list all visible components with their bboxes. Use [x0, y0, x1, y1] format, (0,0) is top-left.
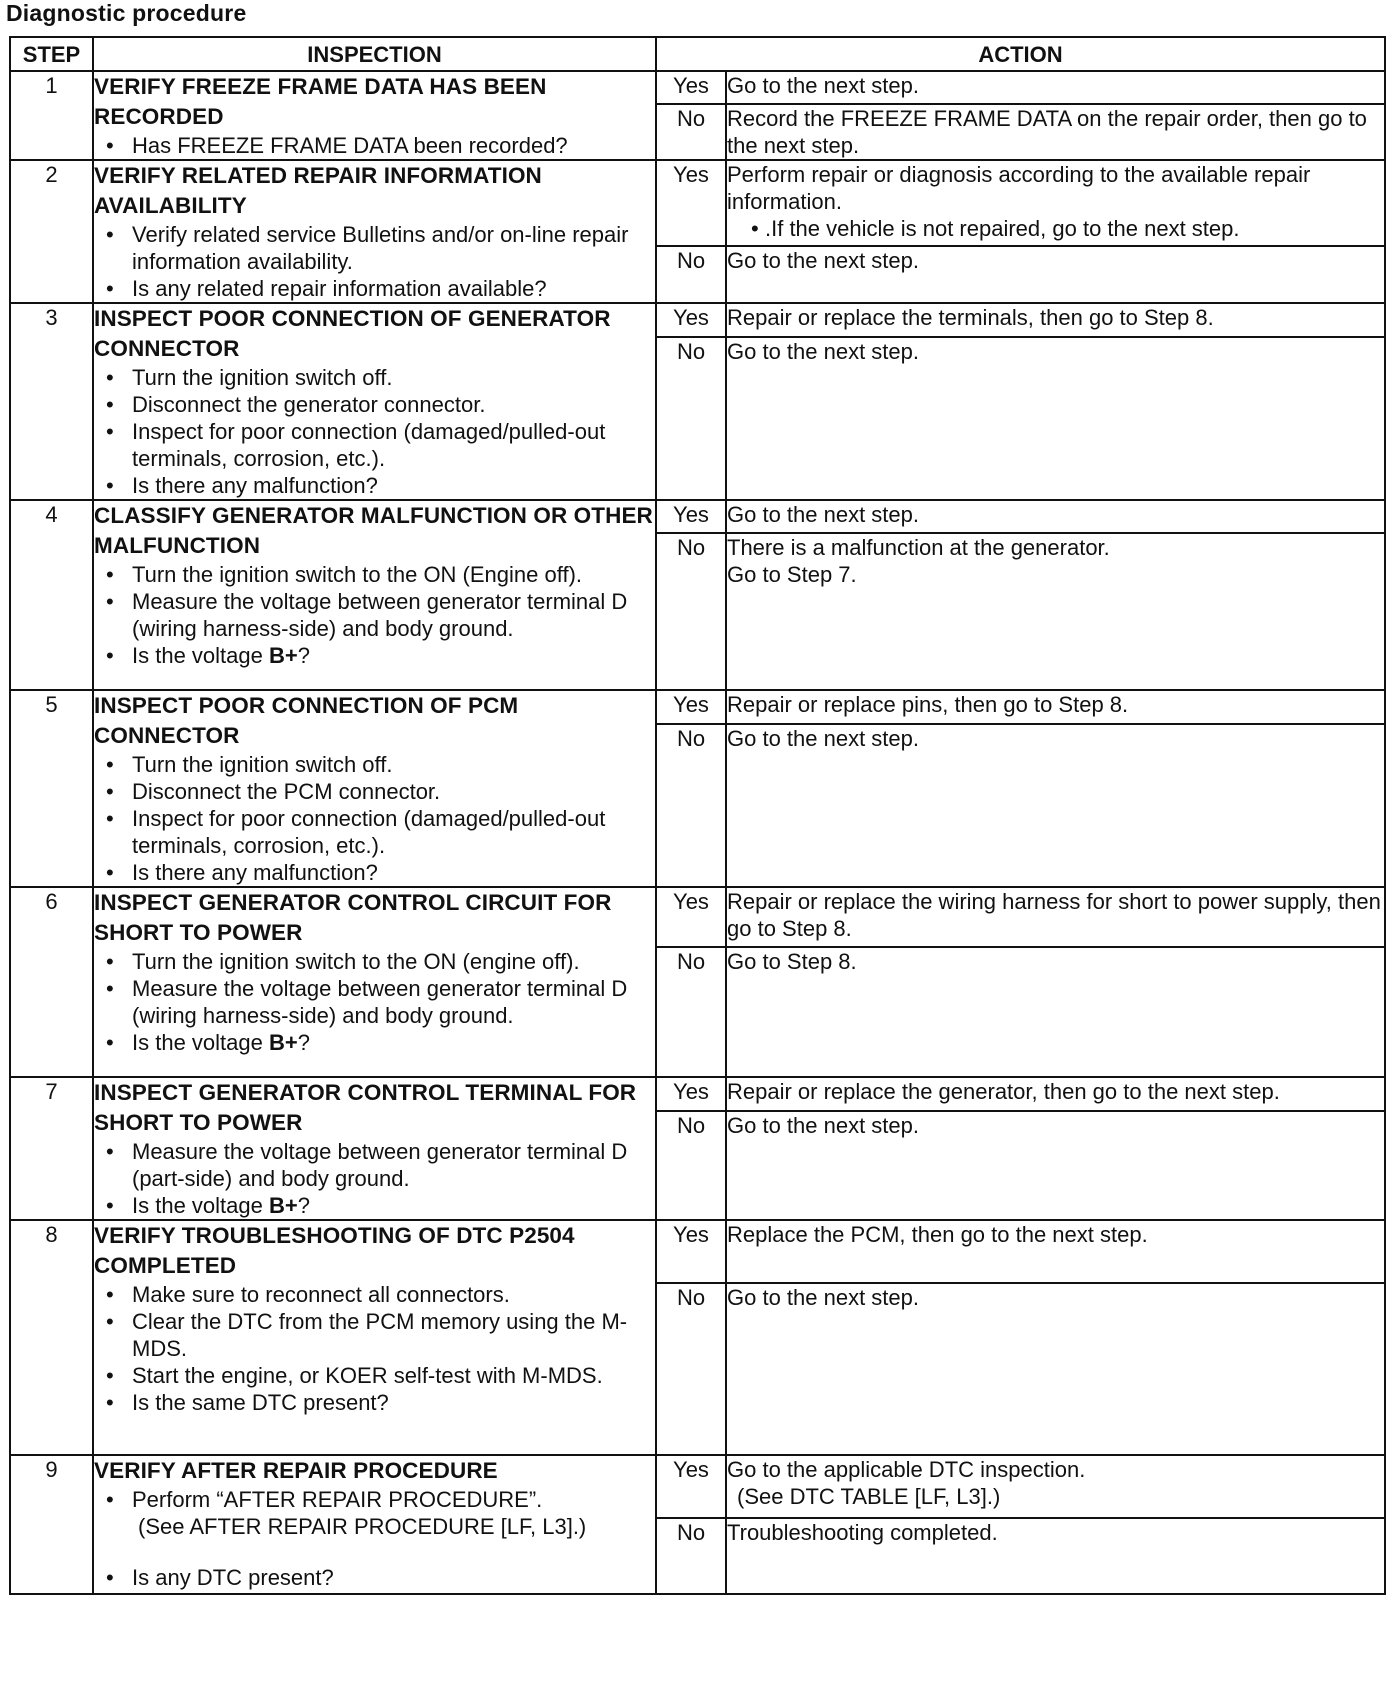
header-action: ACTION [656, 37, 1385, 71]
inspection-item: • Turn the ignition switch to the ON (engine off). [94, 948, 655, 975]
inspection-item: • Measure the voltage between generator terminal D (wiring harness-side) and body ground. [94, 588, 655, 642]
inspection-item: • Disconnect the generator connector. [94, 391, 655, 418]
inspection-item [94, 1486, 655, 1540]
yes-label: Yes [656, 690, 726, 724]
question-value: B+ [268, 1030, 298, 1055]
inspection-list [94, 751, 655, 886]
inspection-item: • Make sure to reconnect all connectors. [94, 1281, 655, 1308]
inspection-list [94, 364, 655, 499]
table-row [10, 71, 1385, 104]
yes-action: Perform repair or diagnosis according to the available repair information. [727, 162, 1311, 214]
inspection-list [94, 1281, 655, 1416]
yes-action-bullet: • .If the vehicle is not repaired, go to the next step. [727, 215, 1384, 242]
no-label: No [656, 104, 726, 160]
inspection-list [94, 948, 655, 1056]
no-action: There is a malfunction at the generator. [727, 535, 1110, 560]
inspection-cell [93, 1220, 656, 1455]
table-row [10, 887, 1385, 947]
inspection-item: • Measure the voltage between generator terminal D (part-side) and body ground. [94, 1138, 655, 1192]
yes-action: Repair or replace the terminals, then go to Step 8. [726, 303, 1385, 337]
no-action: Go to the next step. [726, 1111, 1385, 1220]
inspection-item: • Is any DTC present? [94, 1564, 655, 1591]
inspection-list [94, 1486, 655, 1591]
no-action-cell [726, 533, 1385, 690]
inspection-item: • Start the engine, or KOER self-test with M-MDS. [94, 1362, 655, 1389]
inspection-item: • Inspect for poor connection (damaged/pulled-out terminals, corrosion, etc.). [94, 418, 655, 472]
step-number: 1 [10, 71, 93, 160]
yes-label: Yes [656, 71, 726, 104]
inspection-list [94, 1138, 655, 1219]
yes-action-reference: (See DTC TABLE [LF, L3].) [737, 1484, 1001, 1509]
table-row [10, 303, 1385, 337]
no-label: No [656, 337, 726, 500]
inspection-cell [93, 71, 656, 160]
inspection-item: • Clear the DTC from the PCM memory using the M-MDS. [94, 1308, 655, 1362]
header-step: STEP [10, 37, 93, 71]
diagnostic-table [9, 36, 1386, 1595]
no-label: No [656, 1111, 726, 1220]
yes-action: Repair or replace the generator, then go to the next step. [726, 1077, 1385, 1111]
header-row [10, 37, 1385, 71]
inspection-question [94, 642, 655, 669]
page-title: Diagnostic procedure [6, 0, 247, 26]
inspection-title: VERIFY TROUBLESHOOTING OF DTC P2504 COMPLETED [94, 1223, 575, 1278]
no-action: Go to the next step. [726, 246, 1385, 303]
step-number: 2 [10, 160, 93, 303]
inspection-item: • Is any related repair information available? [94, 275, 655, 302]
yes-label: Yes [656, 1455, 726, 1518]
question-mark: ? [297, 1030, 310, 1055]
table-row [10, 160, 1385, 246]
step-number: 6 [10, 887, 93, 1077]
question-value: B+ [268, 1193, 298, 1218]
yes-action: Go to the next step. [726, 71, 1385, 104]
no-action-next: Go to Step 7. [727, 562, 857, 587]
inspection-title: VERIFY RELATED REPAIR INFORMATION AVAILABILITY [94, 163, 542, 218]
inspection-cell [93, 500, 656, 690]
yes-action: Go to the applicable DTC inspection. [727, 1457, 1086, 1482]
yes-action: Repair or replace the wiring harness for short to power supply, then go to Step 8. [726, 887, 1385, 947]
yes-label: Yes [656, 500, 726, 533]
yes-action-cell [726, 160, 1385, 246]
no-label: No [656, 246, 726, 303]
table-row [10, 690, 1385, 724]
no-label: No [656, 724, 726, 887]
inspection-cell [93, 1077, 656, 1220]
yes-action: Replace the PCM, then go to the next step. [726, 1220, 1385, 1283]
step-number: 7 [10, 1077, 93, 1220]
no-label: No [656, 1283, 726, 1455]
inspection-item: • Inspect for poor connection (damaged/pulled-out terminals, corrosion, etc.). [94, 805, 655, 859]
inspection-cell [93, 887, 656, 1077]
inspection-item: • Turn the ignition switch off. [94, 751, 655, 778]
inspection-cell [93, 160, 656, 303]
inspection-title: INSPECT POOR CONNECTION OF PCM CONNECTOR [94, 693, 519, 748]
inspection-title: VERIFY FREEZE FRAME DATA HAS BEEN RECORDED [94, 74, 547, 129]
yes-action: Repair or replace pins, then go to Step 8. [726, 690, 1385, 724]
no-action: Record the FREEZE FRAME DATA on the repair order, then go to the next step. [726, 104, 1385, 160]
no-action: Go to Step 8. [726, 947, 1385, 1077]
table-row [10, 1220, 1385, 1283]
inspection-item: • Is there any malfunction? [94, 472, 655, 499]
question-text: Is the voltage [132, 643, 269, 668]
inspection-item: • Measure the voltage between generator terminal D (wiring harness-side) and body ground. [94, 975, 655, 1029]
inspection-title: CLASSIFY GENERATOR MALFUNCTION OR OTHER MALFUNCTION [94, 503, 653, 558]
step-number: 8 [10, 1220, 93, 1455]
no-action: Go to the next step. [726, 337, 1385, 500]
inspection-item-text: Perform “AFTER REPAIR PROCEDURE”. [132, 1487, 543, 1512]
inspection-item: • Turn the ignition switch off. [94, 364, 655, 391]
no-action: Go to the next step. [726, 724, 1385, 887]
inspection-item: • Is there any malfunction? [94, 859, 655, 886]
inspection-title: VERIFY AFTER REPAIR PROCEDURE [94, 1458, 498, 1483]
table-row [10, 500, 1385, 533]
no-label: No [656, 1518, 726, 1594]
inspection-item: • Verify related service Bulletins and/or on-line repair information availability. [94, 221, 655, 275]
inspection-question [94, 1029, 655, 1056]
inspection-item: • Disconnect the PCM connector. [94, 778, 655, 805]
no-action: Troubleshooting completed. [726, 1518, 1385, 1594]
no-action: Go to the next step. [726, 1283, 1385, 1455]
no-label: No [656, 533, 726, 690]
question-mark: ? [297, 1193, 310, 1218]
step-number: 9 [10, 1455, 93, 1594]
step-number: 5 [10, 690, 93, 887]
inspection-cell [93, 303, 656, 500]
step-number: 4 [10, 500, 93, 690]
no-label: No [656, 947, 726, 1077]
yes-label: Yes [656, 1077, 726, 1111]
table-row [10, 1455, 1385, 1518]
inspection-cell [93, 690, 656, 887]
inspection-list [94, 561, 655, 669]
inspection-title: INSPECT GENERATOR CONTROL TERMINAL FOR SHORT TO POWER [94, 1080, 637, 1135]
yes-label: Yes [656, 887, 726, 947]
question-text: Is the voltage [132, 1030, 269, 1055]
inspection-question [94, 1192, 655, 1219]
yes-label: Yes [656, 160, 726, 246]
yes-action-cell [726, 1455, 1385, 1518]
inspection-title: INSPECT POOR CONNECTION OF GENERATOR CONNECTOR [94, 306, 611, 361]
inspection-item: • Turn the ignition switch to the ON (Engine off). [94, 561, 655, 588]
table-row [10, 1077, 1385, 1111]
inspection-item: • Is the same DTC present? [94, 1389, 655, 1416]
header-inspection: INSPECTION [93, 37, 656, 71]
step-number: 3 [10, 303, 93, 500]
inspection-item: • Has FREEZE FRAME DATA been recorded? [94, 132, 655, 159]
yes-action: Go to the next step. [726, 500, 1385, 533]
question-mark: ? [297, 643, 310, 668]
question-text: Is the voltage [132, 1193, 269, 1218]
inspection-title: INSPECT GENERATOR CONTROL CIRCUIT FOR SHORT TO POWER [94, 890, 612, 945]
inspection-list [94, 221, 655, 302]
yes-label: Yes [656, 303, 726, 337]
yes-label: Yes [656, 1220, 726, 1283]
inspection-item-reference: (See AFTER REPAIR PROCEDURE [LF, L3].) [138, 1514, 587, 1539]
inspection-list [94, 132, 655, 159]
inspection-cell [93, 1455, 656, 1594]
question-value: B+ [268, 643, 298, 668]
